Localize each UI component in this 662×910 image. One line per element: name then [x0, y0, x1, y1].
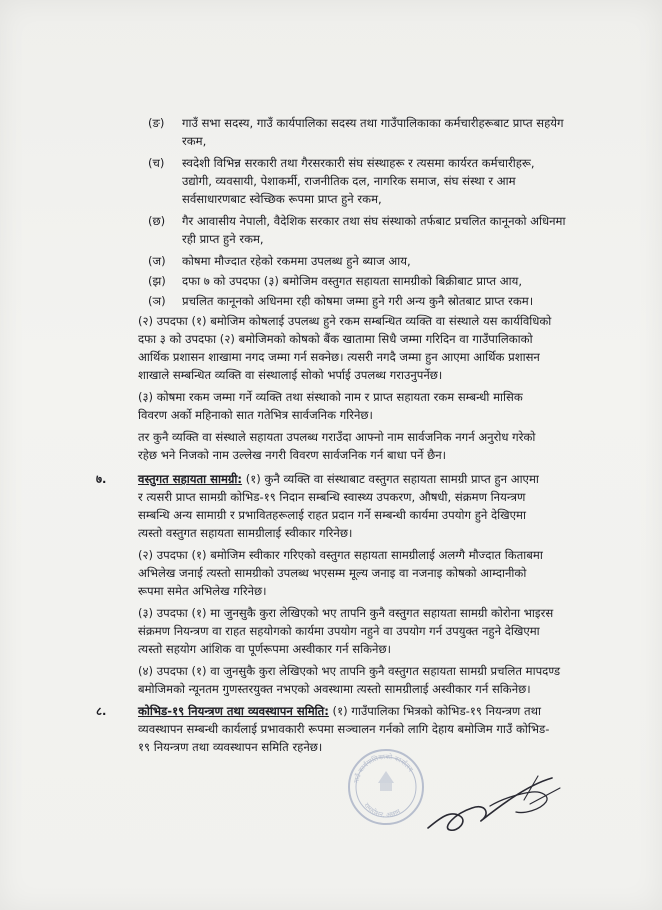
item-ja-line-1: कोषमा मौज्दात रहेको रकममा उपलब्ध हुने ब्याज आय,	[182, 254, 411, 268]
section-7-heading: वस्तुगत सहायता सामग्री:	[138, 472, 243, 486]
section-8-number: ८.	[96, 704, 107, 718]
stamp-text: गाउँ कार्यपालिकाको कार्यालय	[352, 752, 415, 784]
section-7-para2-line-3: रूपमा समेत अभिलेख गरिनेछ।	[138, 584, 267, 598]
section-7-para2-line-1: (२) उपदफा (१) बमोजिम स्वीकार गरिएको वस्तुगत सहायता सामग्रीलाई अलग्गै मौज्दात किताबमा	[138, 548, 543, 562]
item-jha-line-1: दफा ७ को उपदफा (३) बमोजिम वस्तुगत सहायता सामग्रीको बिक्रीबाट प्राप्त आय,	[182, 274, 523, 288]
section-8-first-line	[138, 704, 541, 719]
item-marker-ja: (ज)	[148, 254, 166, 268]
stamp-text-bottom: रामारोशन, अछाम	[362, 801, 402, 820]
office-stamp	[346, 747, 426, 827]
para3-line-2: विवरण अर्को महिनाको सात गतेभित्र सार्वजनिक गरिनेछ।	[138, 408, 373, 422]
item-marker-cha: (च)	[148, 156, 165, 170]
section-8-heading: कोभिड-१९ नियन्त्रण तथा व्यवस्थापन समिति:	[138, 704, 329, 718]
section-8-line-3: १९ नियन्त्रण तथा व्यवस्थापन समिति रहनेछ।	[138, 740, 323, 754]
item-nga-line-2: रकम,	[182, 134, 207, 148]
para2-line-1: (२) उपदफा (१) बमोजिम कोषलाई उपलब्ध हुने रकम सम्बन्धित व्यक्ति वा संस्थाले यस कार्यविधिको	[138, 314, 552, 328]
item-cha-line-2: उद्योगी, व्यवसायी, पेशाकर्मी, राजनीतिक दल, नागरिक समाज, संघ संस्था र आम	[182, 174, 516, 188]
item-marker-jha: (झ)	[148, 274, 166, 288]
section-7-line-3: सम्बन्धि अन्य सामाग्री र प्रभावितहरूलाई राहत प्रदान गर्ने सम्बन्धी कार्यमा उपयोग हुने देखिएमा	[138, 508, 526, 522]
signature	[420, 770, 570, 840]
section-7-para3-line-3: त्यस्तो सहयोग आंशिक वा पूर्णरूपमा अस्वीकार गर्न सकिनेछ।	[138, 642, 391, 656]
para2-line-2: दफा ३ को उपदफा (२) बमोजिमको कोषको बैंक खातामा सिधै जम्मा गरिदिन वा गाउँपालिकाको	[138, 332, 533, 346]
item-chha-line-2: रही प्राप्त हुने रकम,	[182, 232, 264, 246]
item-chha-line-1: गैर आवासीय नेपाली, वैदेशिक सरकार तथा संघ संस्थाको तर्फबाट प्रचलित कानूनको अधिनमा	[182, 214, 566, 228]
item-nya-line-1: प्रचलित कानूनको अधिनमा रही कोषमा जम्मा हुने गरी अन्य कुनै स्रोतबाट प्राप्त रकम।	[182, 294, 534, 308]
section-7-number: ७.	[96, 472, 107, 486]
proviso-line-1: तर कुनै व्यक्ति वा संस्थाले सहायता उपलब्ध गराउँदा आफ्नो नाम सार्वजनिक नगर्न अनुरोध गरेको	[138, 430, 536, 444]
item-marker-nga: (ङ)	[148, 116, 165, 130]
section-8-first-line-rest: (१) गाउँपालिका भित्रको कोभिड-१९ नियन्त्रण तथा	[328, 704, 541, 718]
section-7-para4-line-2: बमोजिमको न्यूनतम गुणस्तरयुक्त नभएको अवस्थामा त्यस्तो सामग्रीलाई अस्वीकार गर्न सकिनेछ।	[138, 682, 531, 696]
section-7-first-line-rest: (१) कुनै व्यक्ति वा संस्थाबाट वस्तुगत सहायता सामग्री प्राप्त हुन आएमा	[242, 472, 539, 486]
item-marker-nya: (ञ)	[148, 294, 166, 308]
section-7-first-line	[138, 472, 539, 487]
item-cha-line-3: सर्वसाधारणबाट स्वेच्छिक रूपमा प्राप्त हुने रकम,	[182, 192, 382, 206]
item-nga-line-1: गाउँ सभा सदस्य, गाउँ कार्यपालिका सदस्य तथा गाउँपालिकाका कर्मचारीहरूबाट प्राप्त सहयेग	[182, 116, 564, 130]
proviso-line-2: रहेछ भने निजको नाम उल्लेख नगरी विवरण सार्वजनिक गर्न बाधा पर्ने छैन।	[138, 448, 447, 462]
para2-line-3: आर्थिक प्रशासन शाखामा नगद जम्मा गर्न सक्नेछ। त्यसरी नगदै जम्मा हुन आएमा आर्थिक प्रशासन	[138, 350, 540, 364]
section-7-line-2: र त्यसरी प्राप्त सामग्री कोभिड-१९ निदान सम्बन्धि स्वास्थ्य उपकरण, औषधी, संक्रमण नियन्त्रण	[138, 490, 526, 504]
section-7-para3-line-2: संक्रमण नियन्त्रण वा राहत सहयोगको कार्यमा उपयोग नहुने वा उपयोग गर्न उपयुक्त नहुने देखिएमा	[138, 624, 540, 638]
section-8-line-2: व्यवस्थापन सम्बन्धी कार्यलाई प्रभावकारी रूपमा सञ्चालन गर्नको लागि देहाय बमोजिम गाउँ कोभिड-	[138, 722, 550, 736]
para3-line-1: (३) कोषमा रकम जम्मा गर्ने व्यक्ति तथा संस्थाको नाम र प्राप्त सहायता रकम सम्बन्धी मासिक	[138, 390, 523, 404]
section-7-para4-line-1: (४) उपदफा (१) वा जुनसुकै कुरा लेखिएको भए तापनि कुनै वस्तुगत सहायता सामग्री प्रचलित मापदण्ड	[138, 664, 561, 678]
svg-text:रामारोशन, अछाम	[362, 801, 401, 819]
section-7-para2-line-2: अभिलेख जनाई त्यस्तो सामग्रीको उपलब्ध भएसम्म मूल्य जनाइ वा नजनाइ कोषको आम्दानीको	[138, 566, 527, 580]
item-marker-chha: (छ)	[148, 214, 166, 228]
section-7-line-4: त्यस्तो वस्तुगत सहायता सामग्रीलाई स्वीकार गरिनेछ।	[138, 526, 353, 540]
item-cha-line-1: स्वदेशी विभिन्न सरकारी तथा गैरसरकारी संघ संस्थाहरू र त्यसमा कार्यरत कर्मचारीहरू,	[182, 156, 535, 170]
para2-line-4: शाखाले सम्बन्धित व्यक्ति वा संस्थालाई सोको भर्पाई उपलब्ध गराउनुपर्नेछ।	[138, 368, 443, 382]
section-7-para3-line-1: (३) उपदफा (१) मा जुनसुकै कुरा लेखिएको भए तापनि कुनै वस्तुगत सहायता सामग्री कोरोना भाइरस	[138, 606, 554, 620]
